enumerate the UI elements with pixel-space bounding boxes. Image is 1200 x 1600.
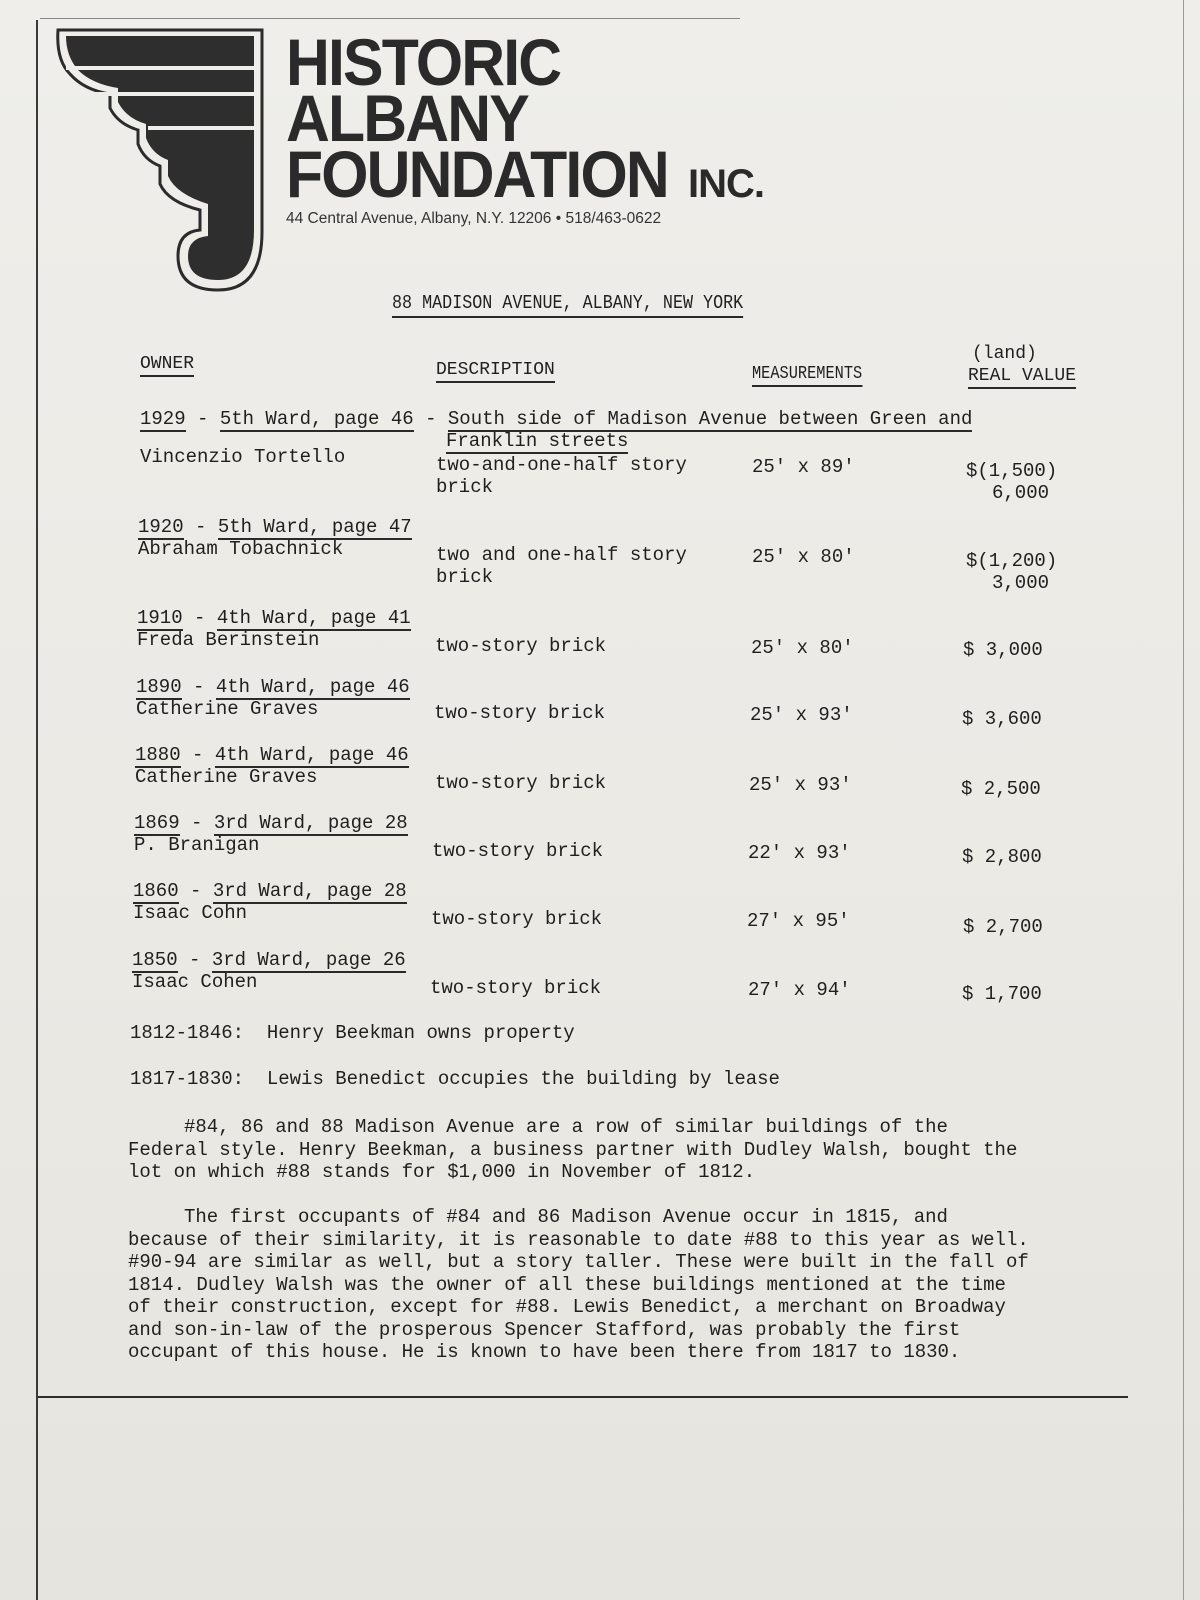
record-year: 1860 — [133, 880, 179, 902]
record-ward: 4th Ward, page 46 — [215, 676, 410, 698]
bottom-rule — [38, 1396, 1128, 1398]
left-margin-rule — [36, 20, 38, 1600]
record-owner: Freda Berinstein — [137, 629, 320, 651]
record-heading: 1890 - 4th Ward, page 46 — [136, 676, 410, 698]
column-header-description: DESCRIPTION — [436, 360, 555, 383]
ownership-note — [130, 1022, 575, 1044]
record-real-value: $ 1,700 — [962, 983, 1042, 1005]
record-ward: 5th Ward, page 46 — [219, 408, 414, 430]
record-heading: 1860 - 3rd Ward, page 28 — [133, 880, 407, 902]
record-description: two-story brick — [434, 702, 606, 724]
record-description: two-story brick — [435, 635, 607, 657]
note-text: Henry Beekman owns property — [266, 1022, 575, 1044]
record-year: 1929 — [140, 408, 186, 430]
record-owner: Isaac Cohn — [133, 902, 248, 924]
column-header-real-value: REAL VALUE — [968, 366, 1076, 389]
record-heading: 1850 - 3rd Ward, page 26 — [132, 949, 406, 971]
record-row — [136, 676, 1086, 746]
record-heading: 1869 - 3rd Ward, page 28 — [134, 812, 408, 834]
record-real-value: 6,000 — [992, 482, 1050, 504]
record-year: 1880 — [135, 744, 181, 766]
record-row — [133, 880, 1083, 950]
record-owner: Isaac Cohen — [132, 971, 258, 993]
org-inc-label: INC. — [688, 162, 764, 206]
record-row — [138, 516, 1088, 594]
org-name-line-3: FOUNDATION — [286, 137, 668, 211]
record-real-value: $ 2,700 — [963, 916, 1043, 938]
record-owner: Catherine Graves — [136, 698, 319, 720]
record-owner: P. Branigan — [134, 834, 260, 856]
record-ward: 5th Ward, page 47 — [217, 516, 412, 538]
record-year: 1850 — [132, 949, 178, 971]
record-ward: 3rd Ward, page 28 — [213, 812, 408, 834]
record-description: two-story brick — [431, 908, 603, 930]
record-measurements: 27' x 95' — [747, 910, 850, 932]
record-real-value: $ 3,600 — [962, 708, 1042, 730]
history-paragraph-1: #84, 86 and 88 Madison Avenue are a row of similar buildings of the Federal style. Henry Beekman, a business partner with Dudley Walsh, bought the lot on which #88 stands for $1,000 in November of 1812. — [128, 1116, 1018, 1183]
record-heading: 1920 - 5th Ward, page 47 — [138, 516, 412, 538]
record-real-value: $ 2,800 — [962, 846, 1042, 868]
record-row — [134, 812, 1084, 882]
record-measurements: 22' x 93' — [748, 842, 851, 864]
record-measurements: 25' x 93' — [749, 774, 852, 796]
record-land-value: $(1,500) — [966, 460, 1058, 482]
record-ward: 4th Ward, page 41 — [216, 607, 411, 629]
record-description: two and one-half story — [436, 544, 687, 566]
record-year: 1920 — [138, 516, 184, 538]
record-heading: 1880 - 4th Ward, page 46 — [135, 744, 409, 766]
occupancy-note — [130, 1068, 780, 1090]
record-measurements: 25' x 93' — [750, 704, 853, 726]
record-row — [132, 949, 1082, 1019]
record-year: 1910 — [137, 607, 183, 629]
top-edge-rule — [40, 18, 740, 19]
record-real-value: 3,000 — [992, 572, 1050, 594]
column-header-owner: OWNER — [140, 354, 194, 377]
record-heading: 1929 - 5th Ward, page 46 - South side of Madison Avenue between Green and — [140, 408, 973, 430]
document-title: 88 MADISON AVENUE, ALBANY, NEW YORK — [392, 292, 743, 318]
record-description: two-story brick — [435, 772, 607, 794]
record-ward: 4th Ward, page 46 — [214, 744, 409, 766]
org-name-line-2: ALBANY — [286, 81, 528, 155]
location-line-2: Franklin streets — [446, 430, 629, 452]
record-real-value: $ 3,000 — [963, 639, 1043, 661]
record-measurements: 27' x 94' — [748, 979, 851, 1001]
record-description-cont: brick — [436, 476, 494, 498]
record-description: two-story brick — [430, 977, 602, 999]
note-span: 1817-1830: — [130, 1068, 245, 1090]
location-dash: - — [425, 408, 437, 430]
location-line-1: South side of Madison Avenue between Green and — [447, 408, 973, 430]
record-year: 1869 — [134, 812, 180, 834]
record-year: 1890 — [136, 676, 182, 698]
note-text: Lewis Benedict occupies the building by lease — [266, 1068, 780, 1090]
record-heading: 1910 - 4th Ward, page 41 — [137, 607, 411, 629]
record-real-value: $ 2,500 — [961, 778, 1041, 800]
record-row — [137, 607, 1087, 677]
note-span: 1812-1846: — [130, 1022, 245, 1044]
record-description: two-and-one-half story — [436, 454, 687, 476]
history-paragraph-2: The first occupants of #84 and 86 Madison Avenue occur in 1815, and because of their similarity, it is reasonable to date #88 to this year as well. #90-94 are similar as well, but a story taller. These were built in the fall of 1814. Dudley Walsh was the owner of all these buildings mentioned at the time of their construction, except for #88. Lewis Benedict, a merchant on Broadway and son-in-law of the prosperous Spencer Stafford, was probably the first occupant of this house. He is known to have been there from 1817 to 1830. — [128, 1206, 1029, 1363]
record-measurements: 25' x 80' — [751, 637, 854, 659]
record-owner: Catherine Graves — [135, 766, 318, 788]
record-row — [135, 744, 1085, 814]
record-ward: 3rd Ward, page 28 — [212, 880, 407, 902]
org-address: 44 Central Avenue, Albany, N.Y. 12206 • 518/463-0622 — [286, 210, 662, 227]
record-description-cont: brick — [436, 566, 494, 588]
record-measurements: 25' x 80' — [752, 546, 855, 568]
record-measurements: 25' x 89' — [752, 456, 855, 478]
record-owner: Abraham Tobachnick — [138, 538, 344, 560]
org-name-line-1: HISTORIC — [286, 25, 561, 99]
record-owner: Vincenzio Tortello — [140, 446, 346, 468]
record-description: two-story brick — [432, 840, 604, 862]
column-header-land-note: (land) — [972, 344, 1037, 364]
right-edge-rule — [1183, 0, 1184, 1600]
column-header-measurements: MEASUREMENTS — [752, 364, 862, 387]
record-land-value: $(1,200) — [966, 550, 1058, 572]
record-ward: 3rd Ward, page 26 — [211, 949, 406, 971]
foundation-logo-icon — [48, 24, 273, 296]
record-row — [140, 446, 1090, 516]
